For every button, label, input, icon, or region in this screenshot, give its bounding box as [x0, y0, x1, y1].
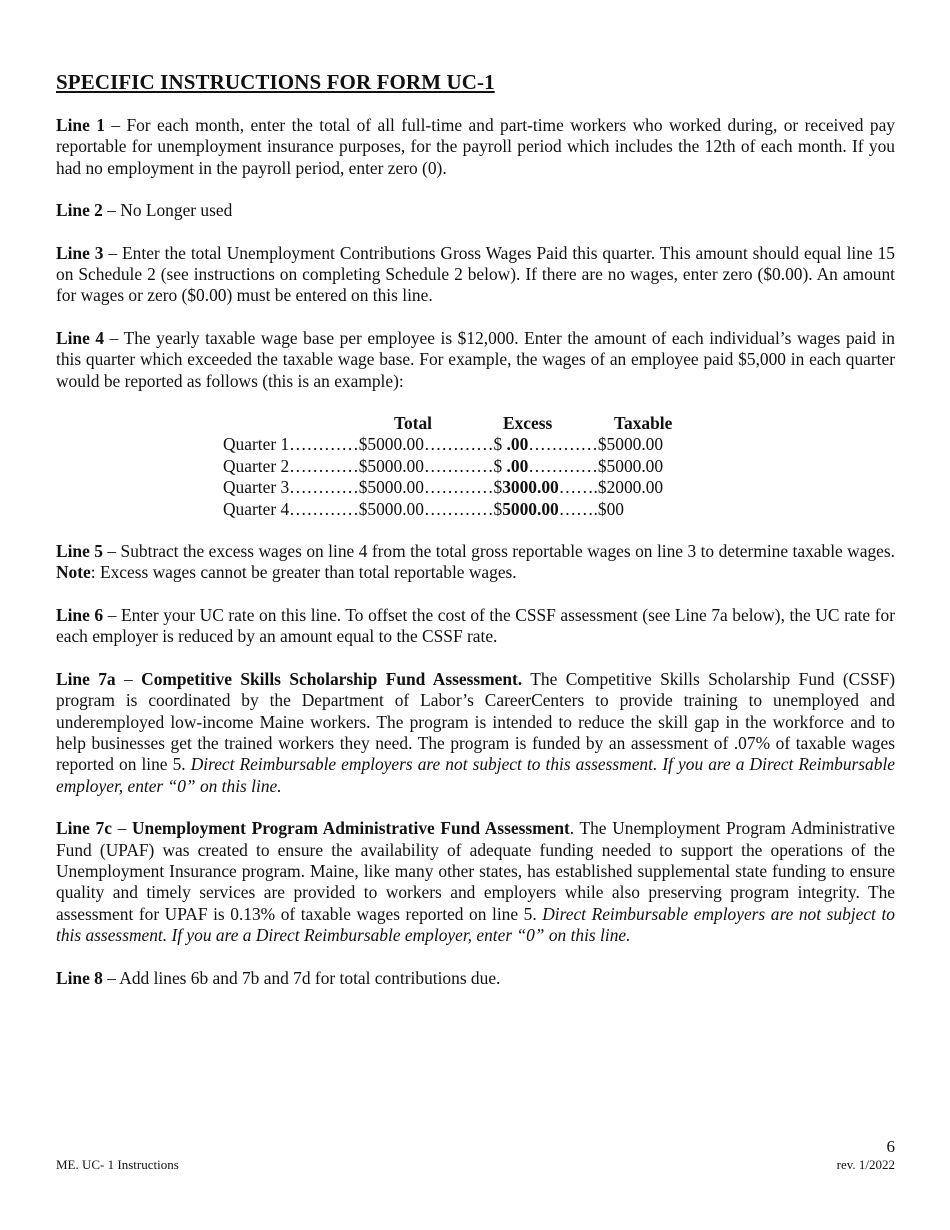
example-header-excess: Excess: [503, 413, 553, 434]
example-cell-dots1: …………: [289, 477, 359, 498]
example-cell-dots3: …………: [528, 455, 598, 476]
example-cell-taxable: $2000.00: [597, 477, 664, 498]
line-5-instruction: [56, 541, 895, 584]
example-cell-dots2: …………: [423, 455, 494, 476]
line-6-text: – Enter your UC rate on this line. To offset the cost of the CSSF assessment (see Line 7a below), the UC rate for each employer is reduced by an amount equal to the CSSF rate.: [56, 604, 896, 647]
line-8-instruction: [56, 968, 895, 989]
example-cell-total: $5000.00: [358, 434, 424, 455]
example-cell-excess-prefix: $: [493, 498, 503, 519]
example-cell-dots1: …………: [289, 434, 359, 455]
example-cell-taxable: $00: [597, 498, 624, 519]
line-7a-instruction: [56, 669, 895, 797]
example-cell-total: $5000.00: [358, 455, 424, 476]
footer-revision: rev. 1/2022: [836, 1157, 895, 1172]
line-4-instruction: [56, 328, 895, 392]
wage-example-table: [223, 413, 895, 520]
line-3-label: Line 3: [56, 242, 104, 263]
example-row-quarter-1: [223, 434, 895, 455]
line-7c-heading: Unemployment Program Administrative Fund Assessment: [131, 818, 570, 839]
line-5-label: Line 5: [56, 541, 103, 562]
line-7a-heading: Competitive Skills Scholarship Fund Assessment.: [141, 668, 523, 689]
example-cell-quarter: Quarter 1: [223, 434, 290, 455]
document-page: [56, 70, 895, 1010]
example-cell-excess: .00: [506, 455, 529, 476]
example-cell-excess: 3000.00: [502, 477, 559, 498]
line-7c-dash: –: [111, 818, 132, 839]
example-cell-quarter: Quarter 4: [223, 498, 290, 519]
line-3-text: – Enter the total Unemployment Contributions Gross Wages Paid this quarter. This amount should equal line 15 on Schedule 2 (see instructions on completing Schedule 2 below). If there are no wages, enter zero ($0.00). An amount for wages or zero ($0.00) must be entered on this line.: [56, 242, 895, 306]
line-3-instruction: [56, 243, 895, 307]
line-2-text: – No Longer used: [102, 200, 233, 221]
example-cell-dots2: …………: [423, 434, 494, 455]
example-cell-taxable: $5000.00: [597, 434, 664, 455]
example-cell-quarter: Quarter 2: [223, 455, 290, 476]
example-cell-excess: .00: [506, 434, 529, 455]
line-7a-dash: –: [115, 668, 142, 689]
example-cell-dots3: …………: [528, 434, 598, 455]
example-cell-dots2: …………: [423, 477, 494, 498]
line-2-instruction: [56, 200, 895, 221]
example-cell-excess-prefix: $: [493, 434, 507, 455]
line-6-instruction: [56, 605, 895, 648]
line-7a-text: The Competitive Skills Scholarship Fund (CSSF) program is coordinated by the Department of Labor’s CareerCenters to provide training to unemployed and underemployed low-income Maine workers. The program is intended to reduce the skill gap in the workforce and to help businesses get the trained workers they need. The program is funded by an assessment of .07% of taxable wages reported on line 5.: [56, 668, 896, 775]
example-row-quarter-2: [223, 456, 895, 477]
example-cell-dots2: …………: [423, 498, 494, 519]
line-7a-italic-note: Direct Reimbursable employers are not subject to this assessment. If you are a Direct Reimbursable employer, enter “0” on this line.: [56, 754, 895, 796]
example-row-quarter-3: [223, 477, 895, 498]
example-cell-excess: 5000.00: [502, 498, 559, 519]
example-header-row: [223, 413, 895, 434]
example-cell-dots3: …….: [558, 498, 598, 519]
page-number: 6: [886, 1137, 895, 1156]
line-8-text: – Add lines 6b and 7b and 7d for total contributions due.: [102, 967, 501, 988]
example-cell-dots3: …….: [558, 477, 598, 498]
line-5-note-text: : Excess wages cannot be greater than total reportable wages.: [90, 562, 517, 583]
example-row-quarter-4: [223, 499, 895, 520]
line-8-label: Line 8: [56, 967, 103, 988]
example-cell-excess-prefix: $: [493, 455, 507, 476]
line-7a-label: Line 7a: [56, 668, 116, 689]
example-rows: [223, 434, 895, 520]
line-2-label: Line 2: [56, 200, 103, 221]
footer-form-name: ME. UC- 1 Instructions: [56, 1157, 179, 1172]
example-cell-dots1: …………: [289, 455, 359, 476]
line-7c-instruction: [56, 818, 895, 946]
line-4-text: – The yearly taxable wage base per employee is $12,000. Enter the amount of each individual’s wages paid in this quarter which exceeded the taxable wage base. For example, the wages of an employee paid $5,000 in each quarter would be reported as follows (this is an example):: [56, 327, 895, 391]
line-1-text: – For each month, enter the total of all full-time and part-time workers who worked during, or received pay reportable for unemployment insurance purposes, for the payroll period which includes the 12th of each month. If you had no employment in the payroll period, enter zero (0).: [56, 115, 895, 178]
line-5-text: – Subtract the excess wages on line 4 from the total gross reportable wages on line 3 to determine taxable wages.: [102, 541, 895, 562]
line-6-label: Line 6: [56, 604, 104, 625]
example-cell-total: $5000.00: [358, 477, 424, 498]
example-header-taxable: Taxable: [614, 413, 673, 434]
example-cell-dots1: …………: [289, 498, 359, 519]
line-7c-text: . The Unemployment Program Administrative Fund (UPAF) was created to ensure the availability of adequate funding needed to support the operations of the Unemployment Insurance program. Maine, like many other states, has established supplemental state funding to ensure quality and timely services are provided to workers and employers while also preserving program integrity. The assessment for UPAF is 0.13% of taxable wages reported on line 5.: [56, 818, 895, 924]
example-cell-taxable: $5000.00: [597, 455, 664, 476]
page-title: SPECIFIC INSTRUCTIONS FOR FORM UC-1: [56, 70, 495, 94]
example-header-total: Total: [394, 413, 433, 434]
line-1-label: Line 1: [56, 115, 105, 135]
example-cell-total: $5000.00: [358, 498, 424, 519]
example-cell-excess-prefix: $: [493, 477, 503, 498]
line-5-note-label: Note: [56, 562, 91, 583]
line-7c-label: Line 7c: [56, 818, 112, 839]
line-7c-italic-note: Direct Reimbursable employers are not subject to this assessment. If you are a Direct Reimbursable employer, enter “0” on this line.: [56, 903, 895, 946]
line-1-instruction: [56, 115, 895, 179]
example-cell-quarter: Quarter 3: [223, 477, 290, 498]
line-4-label: Line 4: [56, 327, 105, 348]
